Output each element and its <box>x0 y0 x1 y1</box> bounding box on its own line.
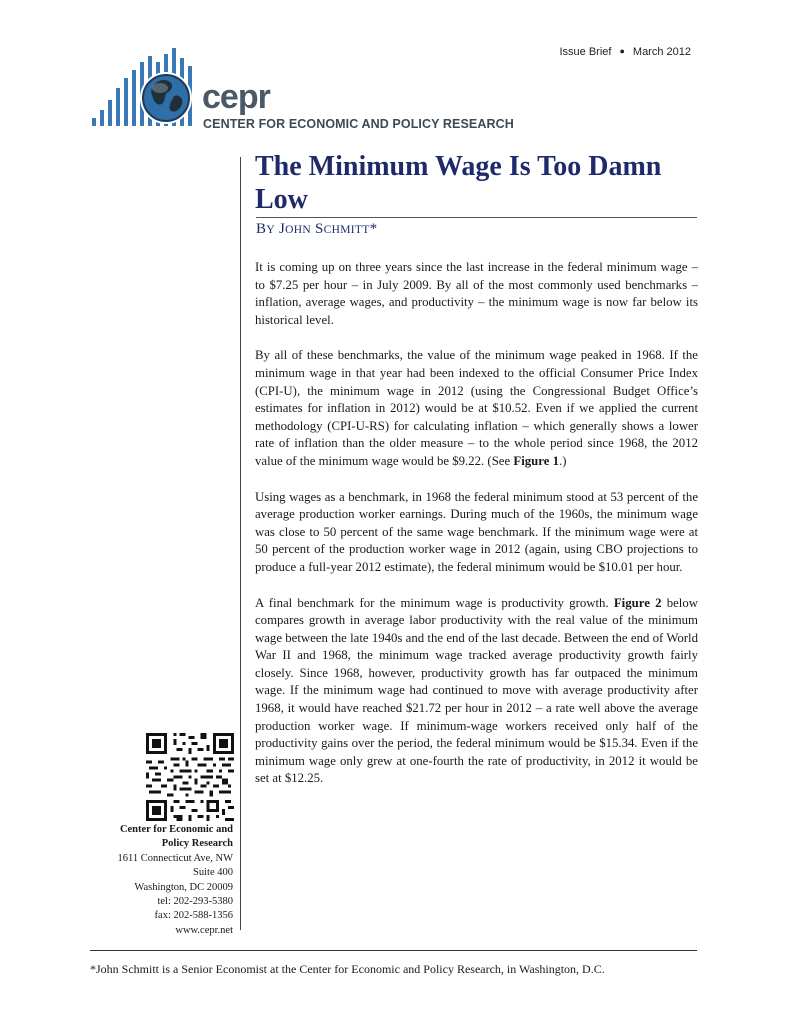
paragraph-inflation-text: By all of these benchmarks, the value of the minimum wage peaked in 1968. If the minimum wage in that year had been indexed to the official Consumer Price Index (CPI-U), the minimum wage in 2012 (using the Congressional Budget Office’s estimates for inflation in 2012) would be at $10.52. Even if we applied the current methodology (CPI-U-RS) for calculating inflation – which generally shows a lower rate of inflation than the older measure – to the whole period since 1968, the 2012 value of the minimum wage would be $9.22. (See <box>255 348 698 468</box>
paragraph-productivity-lead: A final benchmark for the minimum wage is productivity growth. <box>255 595 614 610</box>
fax: fax: 202-588-1356 <box>154 910 233 922</box>
byline <box>256 217 697 238</box>
author-first-initial: J <box>278 221 286 237</box>
paragraph-intro: It is coming up on three years since the last increase in the federal minimum wage – to $7.25 per hour – in July 2009. By all of the most commonly used benchmarks – inflation, average wages, and productivity – the minimum wage is now far below its historical level. <box>255 260 698 327</box>
logo-bars-globe-icon <box>90 48 210 134</box>
issue-series: Issue Brief <box>559 46 612 58</box>
qr-code-icon[interactable] <box>146 733 234 826</box>
byline-by-initial: B <box>256 221 267 237</box>
logo-tagline: CENTER FOR ECONOMIC AND POLICY RESEARCH <box>203 117 514 131</box>
author-last-initial: S <box>315 221 324 237</box>
paragraph-productivity <box>255 595 698 789</box>
vertical-divider <box>240 157 241 930</box>
author-footnote: *John Schmitt is a Senior Economist at the Center for Economic and Policy Research, in Washington, D.C. <box>90 962 605 976</box>
paragraph-inflation <box>255 347 698 470</box>
issue-date: March 2012 <box>632 46 691 58</box>
page-title: The Minimum Wage Is Too Damn Low <box>255 151 662 215</box>
figure1-close: .) <box>559 453 567 468</box>
issue-meta <box>560 46 692 58</box>
paragraph-wages: Using wages as a benchmark, in 1968 the federal minimum stood at 53 percent of the average production worker earnings. During much of the 1960s, the minimum wage was close to 50 percent of the same wage benchmark. If the minimum wage were at 50 percent of the production worker wage in 2012 (again, using CBO projections to produce a full-year 2012 estimate), the federal minimum would be $10.01 per hour. <box>255 489 698 574</box>
street-address: 1611 Connecticut Ave, NW <box>117 852 233 864</box>
cepr-logo <box>90 48 530 134</box>
author-last-rest: CHMITT <box>323 224 370 236</box>
logo-wordmark: cepr <box>202 78 270 116</box>
suite: Suite 400 <box>193 867 233 879</box>
paragraph-productivity-text: below compares growth in average labor productivity with the real value of the minimum wage between the late 1940s and the end of the last decade. Between the end of World War II and 1968, the minimum wage tracked average productivity growth fairly closely. Since 1968, however, productivity growth has far outpaced the minimum wage. If the minimum wage had continued to move with average productivity after 1968, it would have reached $21.72 per hour in 2012 – a rate well above the average production worker wage. If minimum-wage workers received only half of the productivity gains over the period, the federal minimum would be $15.34. Even if the minimum wage only grew at one-fourth the rate of productivity, in 2012 it would be set at $12.25. <box>255 595 698 786</box>
footnote-marker: * <box>369 221 378 237</box>
byline-by-rest: Y <box>266 224 275 236</box>
org-name-line1: Center for Economic and <box>119 824 233 835</box>
website-link[interactable]: www.cepr.net <box>175 924 233 936</box>
organization-address <box>90 823 233 938</box>
author-first-rest: OHN <box>285 224 311 236</box>
bullet-separator: ● <box>619 46 625 56</box>
figure2-reference: Figure 2 <box>613 595 662 610</box>
city-state-zip: Washington, DC 20009 <box>134 881 233 893</box>
org-name-line2: Policy Research <box>161 838 233 850</box>
footnote-divider <box>90 950 697 951</box>
figure1-reference: Figure 1 <box>513 453 559 468</box>
article-body <box>255 259 698 806</box>
telephone: tel: 202-293-5380 <box>157 896 233 908</box>
